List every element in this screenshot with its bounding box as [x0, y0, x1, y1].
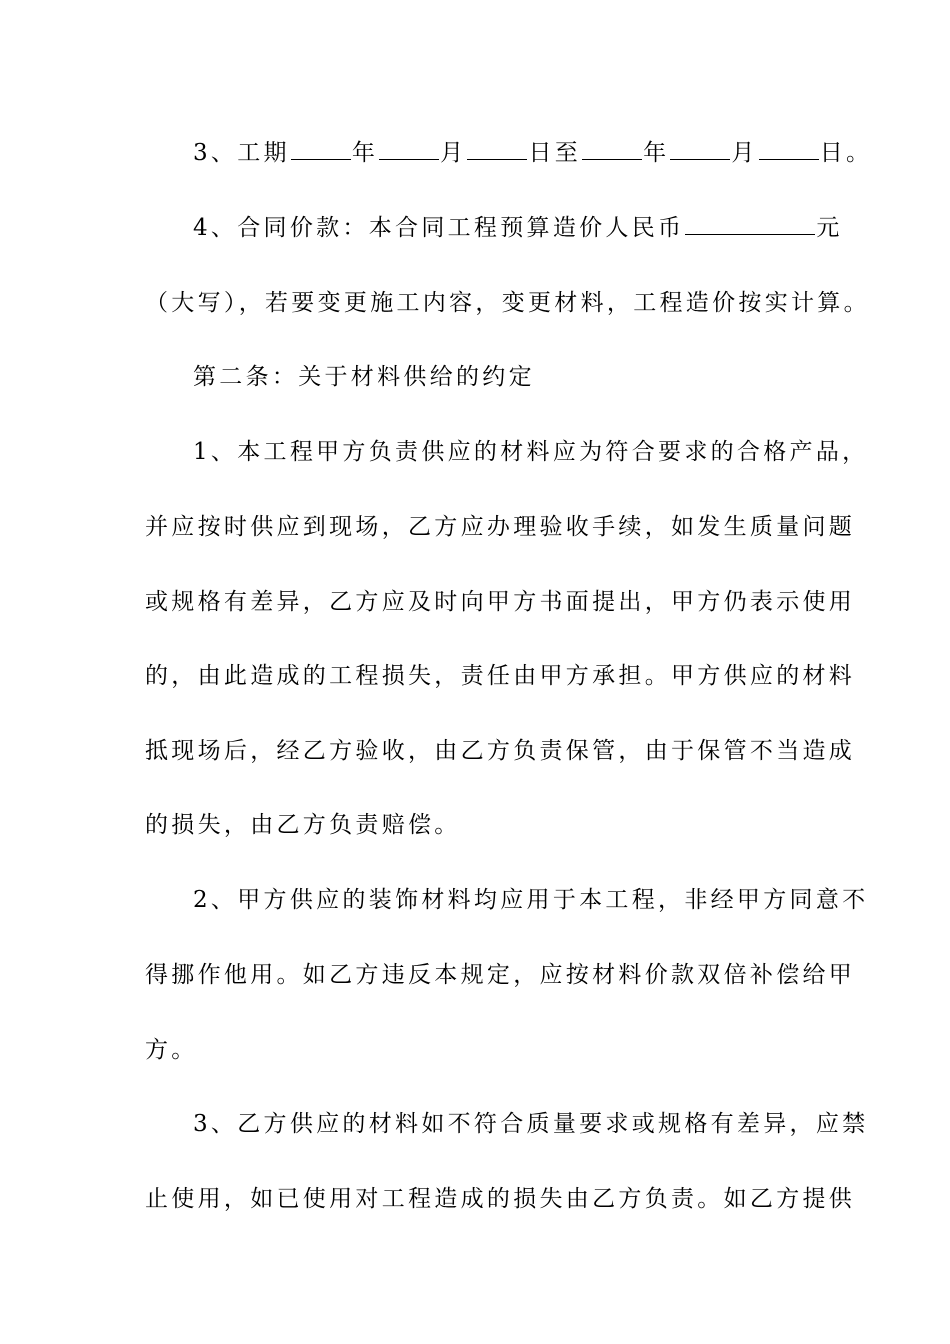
item-2-line: 得挪作他用。如乙方违反本规定，应按材料价款双倍补偿给甲: [145, 962, 856, 988]
blank-field: [467, 137, 527, 160]
blank-field: [379, 137, 439, 160]
clause-4-price-line-2: （大写），若要变更施工内容，变更材料，工程造价按实计算。: [145, 290, 870, 316]
year-label: 年: [351, 140, 379, 166]
item-1-line: 抵现场后，经乙方验收，由乙方负责保管，由于保管不当造成: [145, 738, 856, 764]
month-label: 月: [731, 140, 758, 166]
day-to-label: 日至: [528, 140, 582, 166]
blank-field: [759, 137, 819, 160]
year-label: 年: [643, 140, 670, 166]
blank-field: [670, 137, 730, 160]
blank-field: [685, 212, 815, 235]
clause-3-period: [193, 137, 873, 168]
item-1-line: 的，由此造成的工程损失，责任由甲方承担。甲方供应的材料: [145, 663, 856, 689]
clause-4-price-line-1: [193, 212, 873, 243]
clause-3-prefix: 3、工期: [193, 140, 290, 166]
blank-field: [291, 137, 351, 160]
item-3-line: 止使用，如已使用对工程造成的损失由乙方负责。如乙方提供: [145, 1186, 856, 1212]
item-3-line: 3、乙方供应的材料如不符合质量要求或规格有差异，应禁: [193, 1111, 869, 1137]
item-2-line: 2、甲方供应的装饰材料均应用于本工程，非经甲方同意不: [193, 887, 869, 913]
blank-field: [582, 137, 642, 160]
month-label: 月: [440, 140, 467, 166]
clause-4-prefix: 4、合同价款：本合同工程预算造价人民币: [193, 215, 685, 241]
item-1-line: 的损失，由乙方负责赔偿。: [145, 812, 461, 838]
day-end-label: 日。: [819, 140, 873, 166]
item-1-line: 或规格有差异，乙方应及时向甲方书面提出，甲方仍表示使用: [145, 589, 856, 615]
item-1-line: 1、本工程甲方负责供应的材料应为符合要求的合格产品，: [193, 439, 869, 465]
item-2-line: 方。: [145, 1037, 198, 1063]
article-2-title: 第二条：关于材料供给的约定: [193, 364, 535, 390]
currency-unit: 元: [816, 215, 843, 241]
item-1-line: 并应按时供应到现场，乙方应办理验收手续，如发生质量问题: [145, 514, 856, 540]
